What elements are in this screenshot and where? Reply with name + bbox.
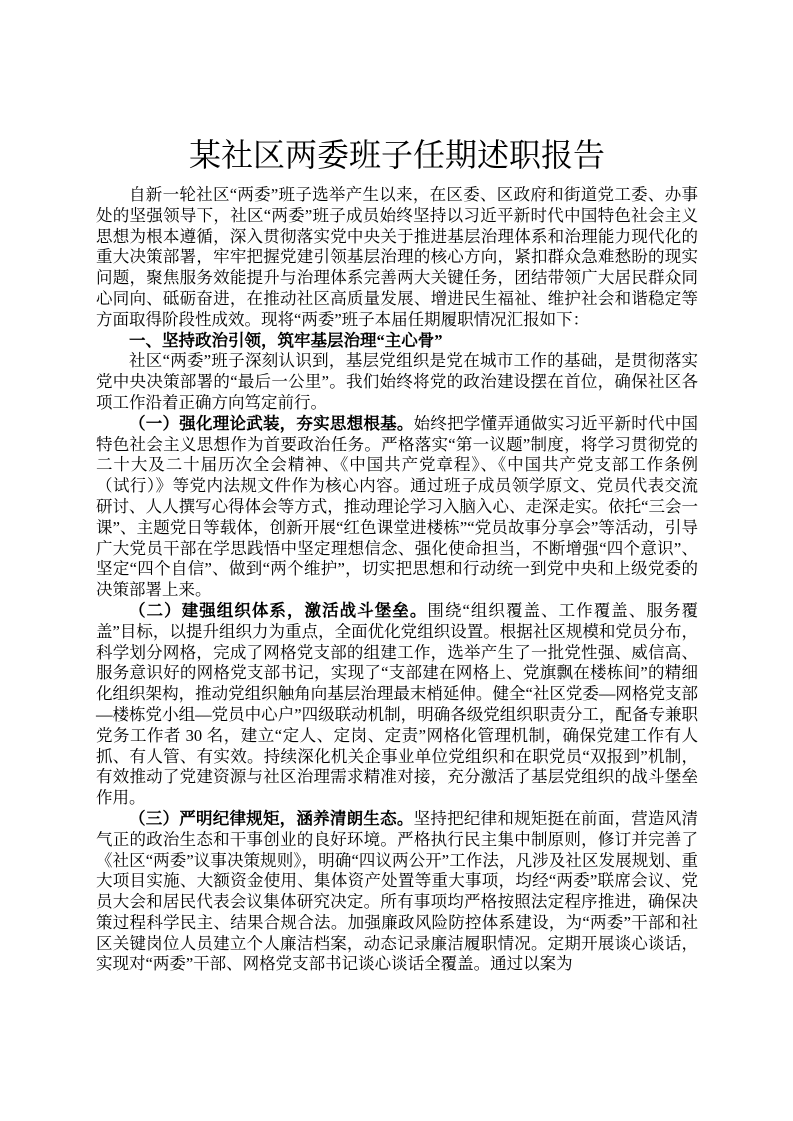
document-body bbox=[96, 185, 698, 975]
document-title: 某社区两委班子任期述职报告 bbox=[188, 137, 605, 173]
subsection-2-text: 围绕“组织覆盖、工作覆盖、服务覆盖”目标，以提升组织力为重点，全面优化党组织设置。根据社区规模和党员分布，科学划分网格，完成了网格党支部的组建工作，选举产生了一批党性强、威信高、服务意识好的网格党支部书记，实现了“支部建在网格上、党旗飘在楼栋间”的精细化组织架构，推动党组织触角向基层治理最末梢延伸。健全“社区党委—网格党支部—楼栋党小组—党员中心户”四级联动机制，明确各级党组织职责分工，配备专兼职党务工作者 30 名，建立“定人、定岗、定责”网格化管理机制，确保党建工作有人抓、有人管、有实效。持续深化机关企事业单位党组织和在职党员“双报到”机制，有效推动了党建资源与社区治理需求精准对接，充分激活了基层党组织的战斗堡垒作用。 bbox=[96, 600, 698, 808]
subsection-3-text: 坚持把纪律和规矩挺在前面，营造风清气正的政治生态和干事创业的良好环境。严格执行民主集中制原则，修订并完善了《社区“两委”议事决策规则》，明确“四议两公开”工作法，凡涉及社区发展规划、重大项目实施、大额资金使用、集体资产处置等重大事项，均经“两委”联席会议、党员大会和居民代表会议集体研究决定。所有事项均严格按照法定程序推进，确保决策过程科学民主、结果合规合法。加强廉政风险防控体系建设，为“两委”干部和社区关键岗位人员建立个人廉洁档案，动态记录廉洁履职情况。定期开展谈心谈话，实现对“两委”干部、网格党支部书记谈心谈话全覆盖。通过以案为 bbox=[96, 808, 699, 974]
subsection-3-paragraph bbox=[96, 809, 698, 975]
section-1-opening-paragraph: 社区“两委”班子深刻认识到，基层党组织是党在城市工作的基础，是贯彻落实党中央决策部署的“最后一公里”。我们始终将党的政治建设摆在首位，确保社区各项工作沿着正确方向笃定前行。 bbox=[96, 351, 698, 412]
subsection-2-paragraph bbox=[96, 601, 698, 809]
subsection-2-lead: （二）建强组织体系，激活战斗堡垒。 bbox=[129, 600, 428, 620]
subsection-1-text: 始终把学懂弄通做实习近平新时代中国特色社会主义思想作为首要政治任务。严格落实“第一议题”制度，将学习贯彻党的二十大及二十届历次全会精神、《中国共产党章程》、《中国共产党支部工作条例（试行）》等党内法规文件作为核心内容。通过班子成员领学原文、党员代表交流研讨、人人撰写心得体会等方式，推动理论学习入脑入心、走深走实。依托“三会一课”、主题党日等载体，创新开展“红色课堂进楼栋”“党员故事分享会”等活动，引导广大党员干部在学思践悟中坚定理想信念、强化使命担当，不断增强“四个意识”、坚定“四个自信”、做到“两个维护”，切实把思想和行动统一到党中央和上级党委的决策部署上来。 bbox=[96, 413, 699, 600]
subsection-1-paragraph bbox=[96, 414, 698, 601]
document-content bbox=[96, 0, 698, 975]
intro-paragraph: 自新一轮社区“两委”班子选举产生以来，在区委、区政府和街道党工委、办事处的坚强领导下，社区“两委”班子成员始终坚持以习近平新时代中国特色社会主义思想为根本遵循，深入贯彻落实党中央关于推进基层治理体系和治理能力现代化的重大决策部署，牢牢把握党建引领基层治理的核心方向，紧扣群众急难愁盼的现实问题，聚焦服务效能提升与治理体系完善两大关键任务，团结带领广大居民群众同心同向、砥砺奋进，在推动社区高质量发展、增进民生福祉、维护社会和谐稳定等方面取得阶段性成效。现将“两委”班子本届任期履职情况汇报如下： bbox=[96, 185, 698, 329]
section-1-heading: 一、坚持政治引领，筑牢基层治理“主心骨” bbox=[129, 330, 443, 350]
subsection-3-lead: （三）严明纪律规矩，涵养清朗生态。 bbox=[129, 808, 414, 828]
subsection-1-lead: （一）强化理论武装，夯实思想根基。 bbox=[129, 413, 414, 433]
